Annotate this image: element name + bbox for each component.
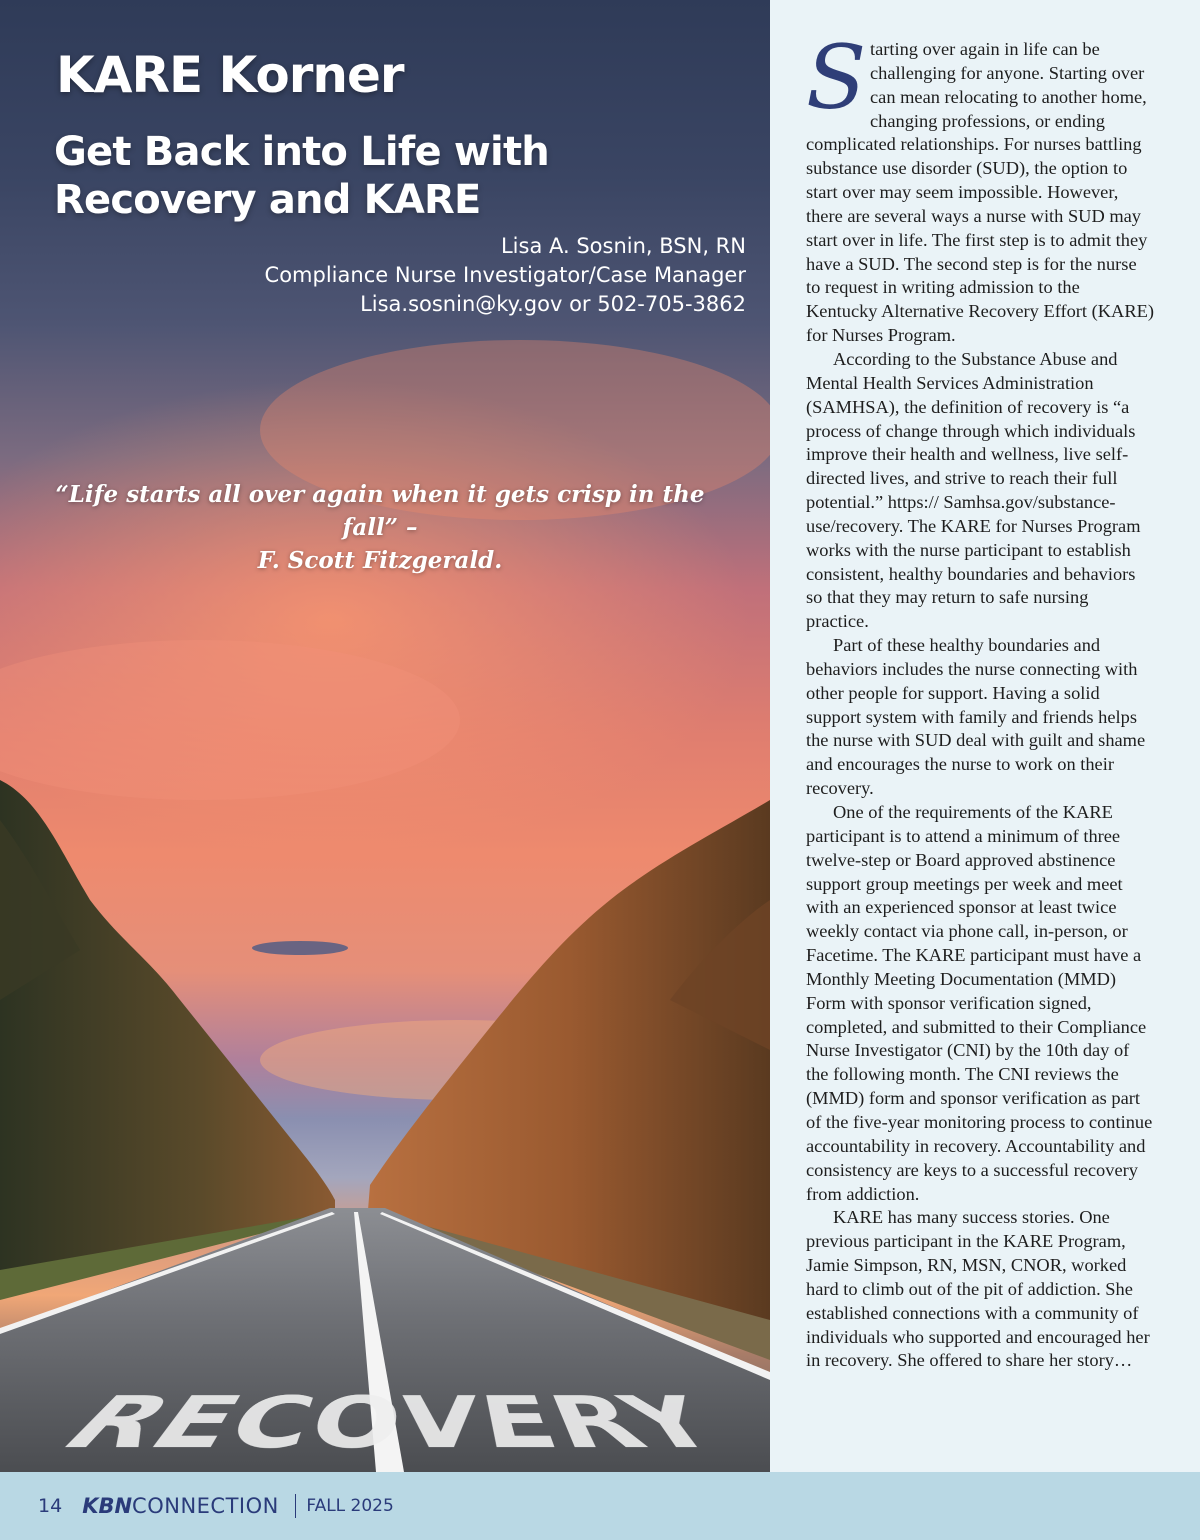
- road-painted-text: RECOVERY: [33, 1383, 747, 1468]
- article-paragraph: One of the requirements of the KARE participant is to attend a minimum of three twelve-step or Board approved abstinence support group meetings per week and meet with an experienced sponsor at least twice weekly contact via phone call, in-person, or Facetime. The KARE participant must have a Monthly Meeting Documentation (MMD) Form with sponsor verification signed, completed, and submitted to their Compliance Nurse Investigator (CNI) by the 10th day of the following month. The CNI reviews the (MMD) form and sponsor verification as part of the five-year monitoring process to continue accountability in recovery. Accountability and consistency are keys to a successful recovery from addiction.: [806, 802, 1153, 1204]
- article-paragraph: KARE has many success stories. One previous participant in the KARE Program, Jamie Simpson, RN, MSN, CNOR, worked hard to climb out of the pit of addiction. She established connections with a community of individuals who supported and encouraged her in recovery. She offered to share her story…: [806, 1207, 1150, 1371]
- pull-quote: [30, 478, 730, 577]
- page-number: 14: [38, 1495, 63, 1517]
- author-name: Lisa A. Sosnin, BSN, RN: [500, 234, 746, 258]
- brand-logo-regular: CONNECTION: [132, 1494, 279, 1518]
- drop-cap: S: [806, 26, 867, 129]
- author-role: Compliance Nurse Investigator/Case Manager: [264, 263, 746, 287]
- article-body: [770, 0, 1200, 1472]
- section-title: KARE Korner: [56, 46, 404, 104]
- quote-attribution: F. Scott Fitzgerald.: [257, 547, 503, 574]
- article-title: Get Back into Life with Recovery and KARE: [54, 129, 549, 223]
- byline: [265, 232, 746, 319]
- article-paragraph: Part of these healthy boundaries and behaviors includes the nurse connecting with other people for support. Having a solid support system with family and friends helps the nurse with SUD deal with guilt and shame and encourages the nurse to work on their recovery.: [806, 635, 1146, 799]
- author-contact: Lisa.sosnin@ky.gov or 502-705-3862: [360, 292, 746, 316]
- article-paragraph: According to the Substance Abuse and Mental Health Services Administration (SAMHSA), the definition of recovery is “a process of change through which individuals improve their health and wellness, live self-directed lives, and strive to reach their full potential.” https:// Samhsa.gov/substance-use/recovery. The KARE for Nurses Program works with the nurse participant to establish consistent, healthy boundaries and behaviors so that they may return to safe nursing practice.: [806, 348, 1141, 632]
- page-footer: [0, 1472, 1200, 1540]
- footer-divider: [295, 1494, 297, 1518]
- article-paragraph: [806, 26, 1154, 348]
- issue-label: FALL 2025: [306, 1496, 394, 1516]
- paragraph-text: tarting over again in life can be challenging for anyone. Starting over can mean relocating to another home, changing professions, or ending complicated relationships. For nurses battling substance use disorder (SUD), the option to start over may seem impossible. However, there are several ways a nurse with SUD may start over in life. The first step is to admit they have a SUD. The second step is for the nurse to request in writing admission to the Kentucky Alternative Recovery Effort (KARE) for Nurses Program.: [806, 39, 1154, 346]
- quote-text: “Life starts all over again when it gets crisp in the fall” –: [55, 481, 705, 541]
- brand-logo-bold: KBN: [82, 1494, 133, 1518]
